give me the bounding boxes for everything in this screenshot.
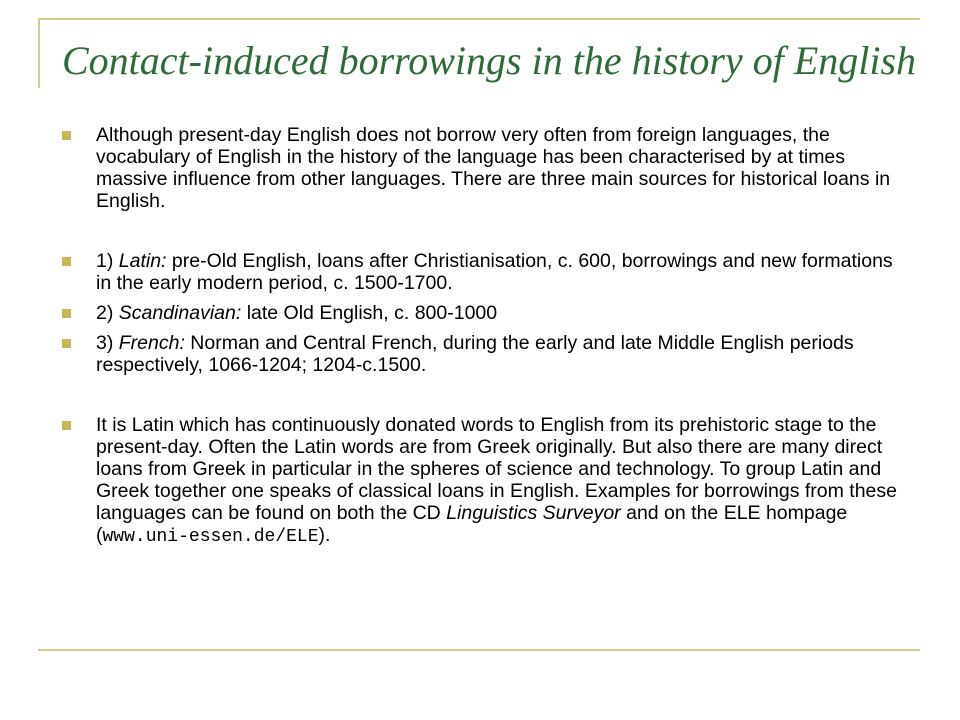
- bullet-classical-text-middle: and on the ELE hompage (: [96, 502, 848, 546]
- bullet-classical-cd-title: Linguistics Surveyor: [446, 502, 621, 524]
- bullet-scandinavian: [62, 302, 902, 324]
- bullet-latin-text: pre-Old English, loans after Christianisation, c. 600, borrowings and new formations in the early modern period, c. 1500-1700.: [96, 250, 893, 294]
- bullet-square-icon: [62, 421, 71, 430]
- bullet-scandinavian-number: 2): [96, 302, 119, 324]
- bullet-scandinavian-term: Scandinavian:: [118, 302, 242, 324]
- bullet-square-icon: [62, 339, 71, 348]
- bullet-french-term: French:: [118, 332, 185, 354]
- bullet-classical-text-after: ).: [318, 524, 331, 546]
- bullet-classical: [62, 414, 902, 548]
- bullet-intro: [62, 124, 902, 212]
- bullet-square-icon: [62, 131, 71, 140]
- bullet-french-text: Norman and Central French, during the early and late Middle English periods respectively, 1066-1204; 1204-c.1500.: [96, 332, 854, 376]
- bullet-latin-term: Latin:: [118, 250, 167, 272]
- slide-title: Contact-induced borrowings in the history of English: [62, 38, 917, 83]
- frame-top-rule: [40, 18, 920, 20]
- bullet-classical-text-before: It is Latin which has continuously donated words to English from its prehistoric stage to the present-day. Often the Latin words are from Greek originally. But also there are many direct loans from Greek in particular in the spheres of science and technology. To group Latin and Greek together one speaks of classical loans in English. Examples for borrowings from these languages can be found on both the CD: [96, 414, 897, 524]
- bullet-square-icon: [62, 257, 71, 266]
- bullet-french: [62, 332, 902, 376]
- bullet-latin: [62, 250, 902, 294]
- ele-homepage-link[interactable]: www.uni-essen.de/ELE: [102, 527, 319, 547]
- bullet-square-icon: [62, 309, 71, 318]
- bullet-scandinavian-text: late Old English, c. 800-1000: [241, 302, 498, 324]
- slide-content: [62, 124, 902, 548]
- bullet-intro-text: Although present-day English does not borrow very often from foreign languages, the vocabulary of English in the history of the language has been characterised by at times massive influence from other languages. There are three main sources for historical loans in English.: [96, 124, 891, 212]
- frame-left-rule: [38, 18, 40, 88]
- bullet-latin-number: 1): [96, 250, 119, 272]
- frame-bottom-rule: [38, 649, 920, 651]
- bullet-french-number: 3): [96, 332, 119, 354]
